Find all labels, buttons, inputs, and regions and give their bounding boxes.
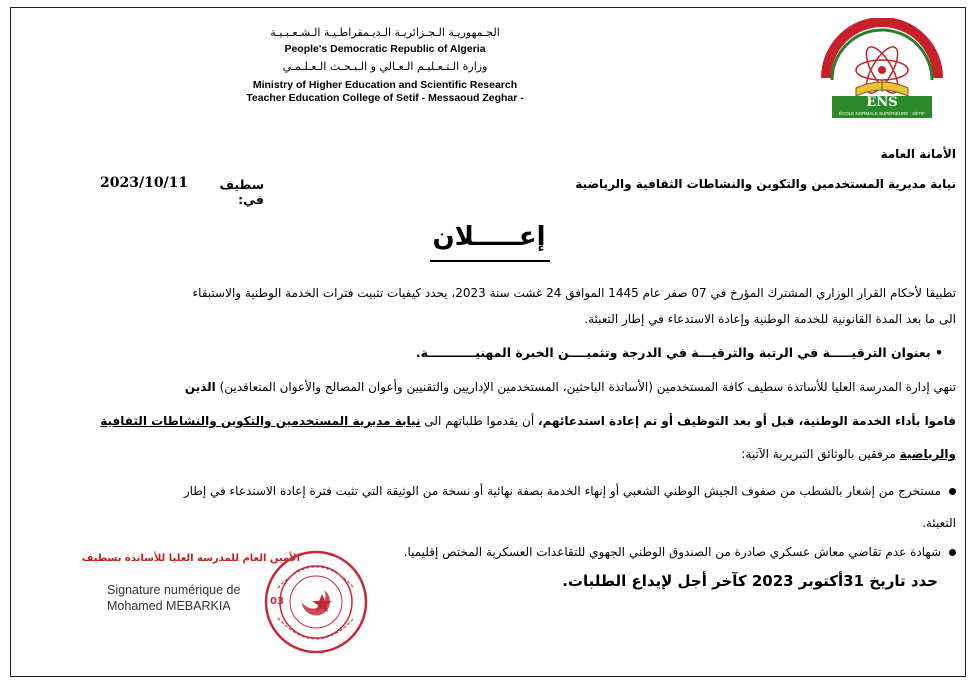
signature-line-2: Mohamed MEBARKIA [107,599,231,613]
body-line-2-text: أن يقدموا طلباتهم الى [424,414,535,428]
date-value: 2023/10/11 [100,175,189,191]
signature-line-1: Signature numérique de [107,583,241,597]
body-line-3-text: مرفقين بالوثائق التبريرية الآتية: [741,447,896,461]
body-line-1 [26,374,956,400]
deadline-text: حدد تاريخ 31أكتوبر 2023 كآخر أجل لإيداع الطلبات. [562,572,938,590]
date-label: سطيف في: [219,177,264,207]
document-item-1 [26,478,956,504]
logo-title: ENS [866,95,898,110]
bullet-icon [949,488,956,495]
document-item-2-text: شهادة عدم تقاضي معاش عسكري صادرة من الصندوق الوطني الجهوي للتقاعدات العسكرية المختص إقليميا. [403,545,941,559]
college-english: Teacher Education College of Setif - Messaoud Zeghar - [246,92,524,104]
document-item-1-text: مستخرج من إشعار بالشطب من صفوف الجيش الوطني الشعبي أو إنهاء الخدمة بصفة نهائية أو نسخة من الوثيقة التي تثبت فترة إعادة الاستدعاء في إطار [183,484,941,498]
signatory-title: الأمين العام للمدرسة العليا للأساتذة بسطيف [81,553,300,564]
body-line-2-office: نيابة مديرية المستخدمين والتكوين والنشاطات الثقافية [100,414,421,428]
ministry-arabic: وزارة الـتـعـليـم الـعـالي و الـبـحـث الـعـلـمـي [282,60,488,73]
intro-line-1: تطبيقا لأحكام القرار الوزاري المشترك المؤرخ في 07 صفر عام 1445 الموافق 24 غشت سنة 2023، يحدد كيفيات تثبيت فترات الخدمة الوطنية والاستبقاء [192,286,956,300]
body-line-2 [26,408,956,434]
republic-arabic: الجـمهوريـة الـجـزائريـة الـديـمقراطـيـة الـشـعـبـيـة [270,26,500,39]
bullet-icon [949,549,956,556]
department-label: نيابة مديرية المستخدمين والتكوين والنشاطات الثقافية والرياضية [575,177,956,191]
official-stamp [262,548,370,656]
body-line-1-bold: الذين [184,380,216,394]
body-line-3-bold: والرياضية [899,447,956,461]
logo-subtitle: ÉCOLE NORMALE SUPÉRIEURE - SÉTIF [838,111,926,116]
announcement-title: إعـــــلان [432,222,546,252]
republic-english: People's Democratic Republic of Algeria [284,43,486,55]
title-underline [430,260,550,262]
body-line-2-bold: قاموا بأداء الخدمة الوطنية، قبل أو بعد التوظيف أو تم إعادة استدعائهم، [538,414,956,428]
ministry-english: Ministry of Higher Education and Scientific Research [252,79,518,91]
body-line-1-text: تنهي إدارة المدرسة العليا للأساتذة سطيف كافة المستخدمين (الأساتذة الباحثين، المستخدمين الإداريين والتقنيين وأعوان المصالح والأعوان المتعاقدين) [219,380,956,394]
body-line-3 [26,441,956,467]
document-item-1-cont: التعبئة. [922,516,956,530]
ens-logo [818,18,946,122]
secretariat-label: الأمانة العامة [880,147,956,161]
subject-bullet: • بعنوان الترقيـــــة في الرتبة والترقيـــة في الدرجة وتثميــــن الخبرة المهنيـــــــــــة. [415,345,943,360]
stamp-number: 03 [270,596,284,607]
intro-line-2: الى ما بعد المدة القانونية للخدمة الوطنية وإعادة الاستدعاء في إطار التعبئة. [584,312,956,326]
